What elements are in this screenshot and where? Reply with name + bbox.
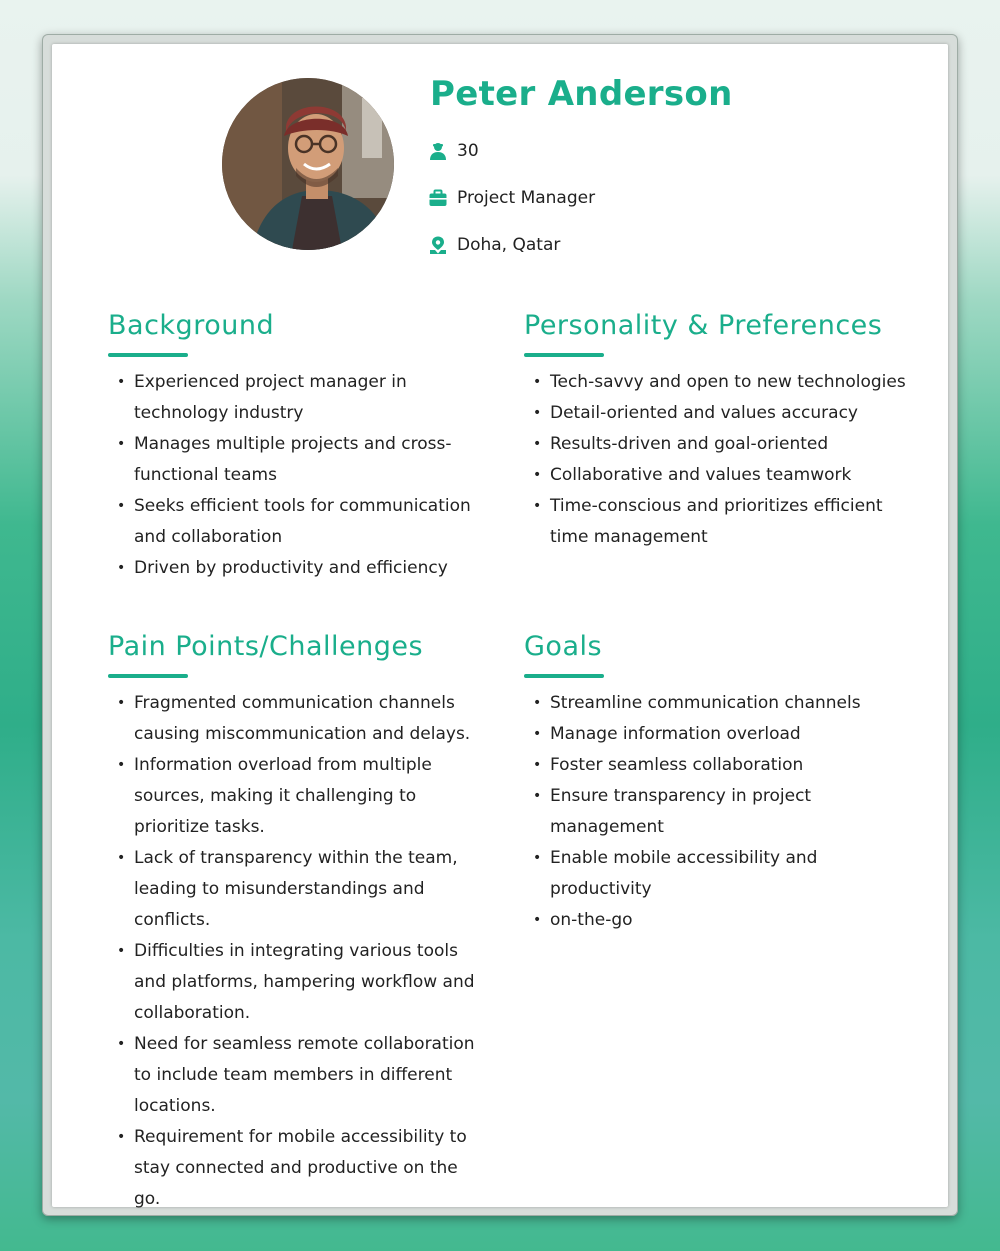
- goals-section: [524, 631, 904, 936]
- list-item: • Enable mobile accessibility and productivity: [524, 843, 904, 905]
- list-item: • Difficulties in integrating various tools and platforms, hampering workflow and collaboration.: [108, 936, 488, 1029]
- age-value: 30: [457, 141, 479, 161]
- list-item: • Tech-savvy and open to new technologies: [524, 367, 914, 398]
- goals-list: [524, 688, 904, 936]
- role-row: [428, 188, 595, 208]
- section-title: Pain Points/Challenges: [108, 631, 424, 662]
- list-item: • Detail-oriented and values accuracy: [524, 398, 914, 429]
- background-list: [108, 367, 488, 584]
- person-icon: [428, 141, 448, 161]
- list-item: • Collaborative and values teamwork: [524, 460, 914, 491]
- age-row: [428, 141, 479, 161]
- list-item: • Seeks efficient tools for communication and collaboration: [108, 491, 488, 553]
- list-item: • Foster seamless collaboration: [524, 750, 904, 781]
- list-item: • Driven by productivity and efficiency: [108, 553, 488, 584]
- location-row: [428, 235, 560, 255]
- list-item: • on-the-go: [524, 905, 904, 936]
- background-section: [108, 310, 488, 584]
- section-title: Background: [108, 310, 275, 341]
- list-item: • Fragmented communication channels causing miscommunication and delays.: [108, 688, 488, 750]
- personality-list: [524, 367, 914, 553]
- list-item: • Manage information overload: [524, 719, 904, 750]
- list-item: • Ensure transparency in project management: [524, 781, 904, 843]
- section-title: Personality & Preferences: [524, 310, 883, 341]
- section-title: Goals: [524, 631, 603, 662]
- list-item: • Streamline communication channels: [524, 688, 904, 719]
- briefcase-icon: [428, 188, 448, 208]
- list-item: • Need for seamless remote collaboration to include team members in different locations.: [108, 1029, 488, 1122]
- role-value: Project Manager: [457, 188, 596, 208]
- pain-points-list: [108, 688, 488, 1215]
- avatar: [222, 78, 394, 250]
- title-underline: [108, 353, 188, 357]
- title-underline: [108, 674, 188, 678]
- list-item: • Results-driven and goal-oriented: [524, 429, 914, 460]
- location-value: Doha, Qatar: [457, 235, 561, 255]
- persona-name: Peter Anderson: [430, 74, 733, 114]
- title-underline: [524, 353, 604, 357]
- location-pin-icon: [428, 235, 448, 255]
- personality-section: [524, 310, 914, 553]
- list-item: • Manages multiple projects and cross-functional teams: [108, 429, 488, 491]
- pain-points-section: [108, 631, 488, 1215]
- list-item: • Information overload from multiple sources, making it challenging to prioritize tasks.: [108, 750, 488, 843]
- list-item: • Time-conscious and prioritizes efficient time management: [524, 491, 914, 553]
- list-item: • Lack of transparency within the team, leading to misunderstandings and conflicts.: [108, 843, 488, 936]
- list-item: • Requirement for mobile accessibility to stay connected and productive on the go.: [108, 1122, 488, 1215]
- title-underline: [524, 674, 604, 678]
- list-item: • Experienced project manager in technology industry: [108, 367, 488, 429]
